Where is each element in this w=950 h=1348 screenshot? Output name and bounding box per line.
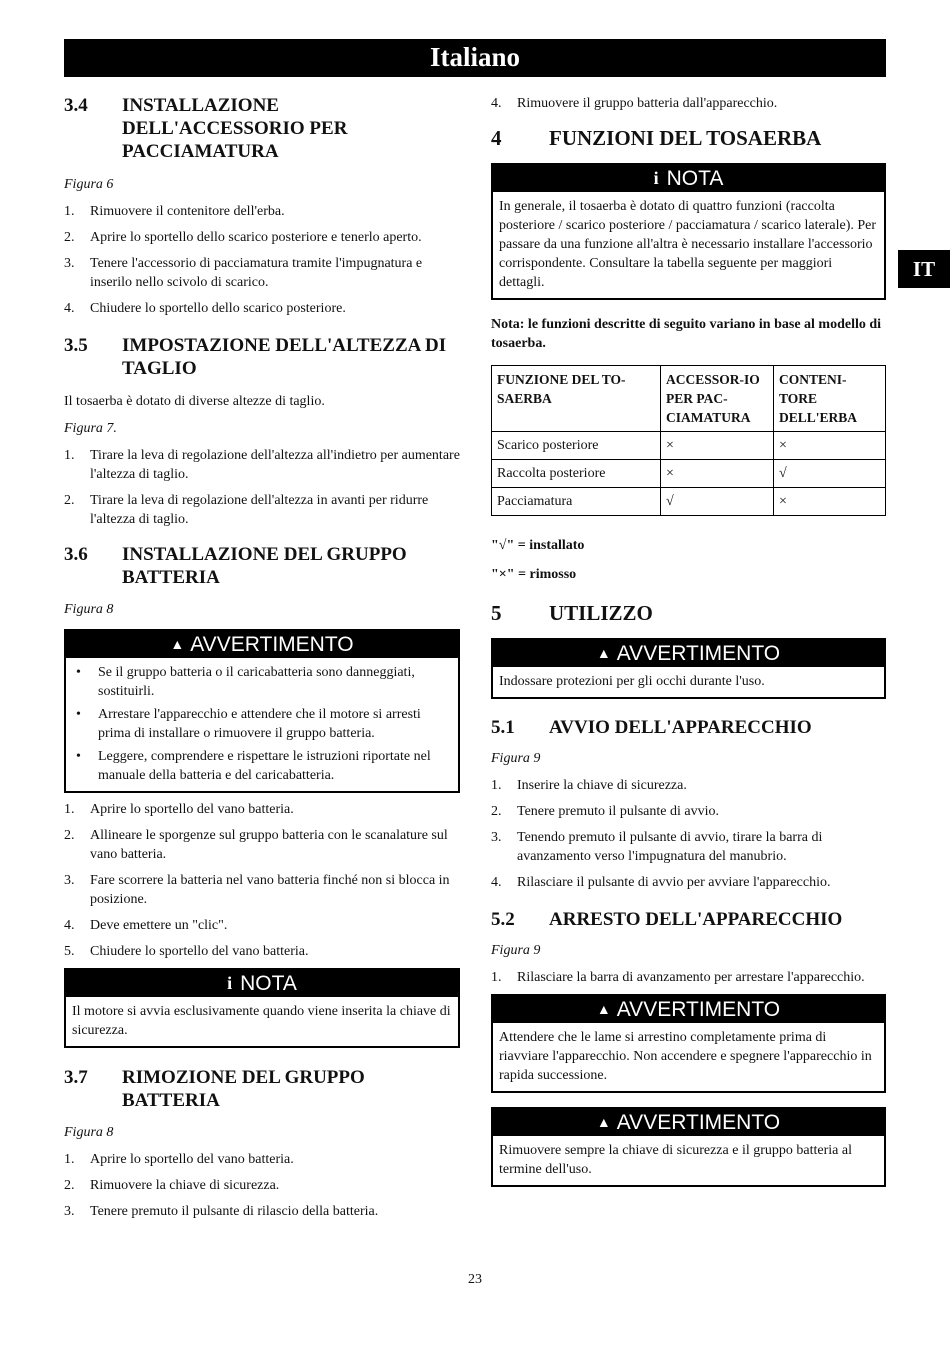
warning-text: Attendere che le lame si arrestino completamente prima di riavviare l'apparecchio. Non accendere e spegnere l'apparecchio in rapida successione. [499,1030,872,1083]
steps-list [64,800,460,961]
note-text: Il motore si avvia esclusivamente quando viene inserita la chiave di sicurezza. [72,1004,451,1038]
list-item: • Arrestare l'apparecchio e attendere che il motore si arresti prima di installare o rimuovere il gruppo batteria. [76,707,421,741]
list-item: 3. Tenere l'accessorio di pacciamatura tramite l'impugnatura e inserilo nello scivolo di scarico. [64,256,423,290]
table-header-row: FUNZIONE DEL TO-SAERBA ACCESSOR-IO PER PAC-CIAMATURA CONTENI-TORE DELL'ERBA [492,366,886,432]
warning-title: ▲ AVVERTIMENTO [493,1109,884,1136]
figure-ref: Figura 8 [64,1125,114,1140]
list-item: 5. Chiudere lo sportello del vano batteria. [64,944,309,959]
note-title: i NOTA [66,970,458,997]
warning-text: Indossare protezioni per gli occhi durante l'uso. [499,674,765,689]
list-item: • Leggere, comprendere e rispettare le istruzioni riportate nel manuale della batteria e del caricabatteria. [76,749,431,783]
warning-title: ▲ AVVERTIMENTO [493,640,884,667]
section-heading-3-4: 3.4 INSTALLAZIONE DELL'ACCESSORIO PER PACCIAMATURA [64,95,348,162]
note-title: i NOTA [493,165,884,192]
warning-triangle-icon: ▲ [596,645,611,661]
steps-list [64,446,460,529]
warning-box [491,638,886,699]
steps-list [491,776,886,892]
list-item: 1. Tirare la leva di regolazione dell'altezza all'indietro per aumentare l'altezza di taglio. [64,448,460,482]
page-header: Italiano [64,39,886,77]
section-heading-4: 4 FUNZIONI DEL TOSAERBA [491,126,822,150]
section-heading-3-7: 3.7 RIMOZIONE DEL GRUPPO BATTERIA [64,1067,365,1111]
functions-table [491,365,886,516]
note-box [64,968,460,1048]
steps-list [64,1150,460,1221]
list-item: 2. Aprire lo sportello dello scarico posteriore e tenerlo aperto. [64,230,422,245]
list-item: 1. Inserire la chiave di sicurezza. [491,778,687,793]
warning-title: ▲ AVVERTIMENTO [493,996,884,1023]
figure-ref: Figura 6 [64,177,114,192]
section-heading-5-1: 5.1 AVVIO DELL'APPARECCHIO [491,717,812,738]
list-item: 2. Tirare la leva di regolazione dell'altezza in avanti per ridurre l'altezza di taglio. [64,493,429,527]
section-heading-5-2: 5.2 ARRESTO DELL'APPARECCHIO [491,909,843,930]
list-item: 1. Rilasciare la barra di avanzamento per arrestare l'apparecchio. [491,970,865,985]
table-row: Raccolta posteriore × √ [492,460,886,488]
list-item: 4. Deve emettere un "clic". [64,918,228,933]
list-item: 2. Tenere premuto il pulsante di avvio. [491,804,719,819]
list-item: 1. Rimuovere il contenitore dell'erba. [64,204,285,219]
list-item: 4. Chiudere lo sportello dello scarico posteriore. [64,301,346,316]
warning-list [72,663,452,785]
intro-text: Il tosaerba è dotato di diverse altezze di taglio. [64,394,325,409]
list-item: 1. Aprire lo sportello del vano batteria. [64,802,294,817]
page-number: 23 [468,1272,482,1287]
warning-text: Rimuovere sempre la chiave di sicurezza e il gruppo batteria al termine dell'uso. [499,1143,852,1177]
warning-title: ▲ AVVERTIMENTO [66,631,458,658]
steps-list [491,94,886,113]
table-row: Scarico posteriore × × [492,432,886,460]
model-note: Nota: le funzioni descritte di seguito variano in base al modello di tosaerba. [491,317,882,351]
info-icon: i [653,168,659,188]
warning-triangle-icon: ▲ [596,1114,611,1130]
list-item: 3. Tenendo premuto il pulsante di avvio, tirare la barra di avanzamento verso l'impugnatura del manubrio. [491,830,823,864]
left-column [64,94,460,1228]
figure-ref: Figura 8 [64,602,114,617]
list-item: 1. Aprire lo sportello del vano batteria. [64,1152,294,1167]
legend-installed: "√" = installato [491,538,585,553]
warning-box [64,629,460,793]
right-column [491,94,886,1187]
list-item: 4. Rimuovere il gruppo batteria dall'apparecchio. [491,96,778,111]
info-icon: i [227,973,233,993]
section-heading-5: 5 UTILIZZO [491,601,653,625]
legend-removed: "×" = rimosso [491,567,577,582]
figure-ref: Figura 9 [491,751,541,766]
language-tab: IT [898,250,950,288]
list-item: 3. Fare scorrere la batteria nel vano batteria finché non si blocca in posizione. [64,873,450,907]
list-item: 3. Tenere premuto il pulsante di rilascio della batteria. [64,1204,379,1219]
figure-ref: Figura 9 [491,943,541,958]
steps-list [64,202,460,318]
section-heading-3-6: 3.6 INSTALLAZIONE DEL GRUPPO BATTERIA [64,544,407,588]
table-row: Pacciamatura √ × [492,488,886,516]
note-box [491,163,886,300]
note-text: In generale, il tosaerba è dotato di quattro funzioni (raccolta posteriore / scarico posteriore / pacciamatura / scarico laterale). Per passare da una funzione all'altra è necessario installare l'accessorio corrispondente. Consultare la tabella seguente per maggiori dettagli. [499,199,877,290]
figure-ref: Figura 7. [64,421,117,436]
steps-list [491,968,886,987]
list-item: 4. Rilasciare il pulsante di avvio per avviare l'apparecchio. [491,875,831,890]
section-heading-3-5: 3.5 IMPOSTAZIONE DELL'ALTEZZA DI TAGLIO [64,335,447,379]
warning-box [491,994,886,1093]
list-item: 2. Allineare le sporgenze sul gruppo batteria con le scanalature sul vano batteria. [64,828,448,862]
warning-box [491,1107,886,1187]
list-item: 2. Rimuovere la chiave di sicurezza. [64,1178,280,1193]
warning-triangle-icon: ▲ [596,1001,611,1017]
warning-triangle-icon: ▲ [170,636,185,652]
list-item: • Se il gruppo batteria o il caricabatteria sono danneggiati, sostituirli. [76,665,415,699]
